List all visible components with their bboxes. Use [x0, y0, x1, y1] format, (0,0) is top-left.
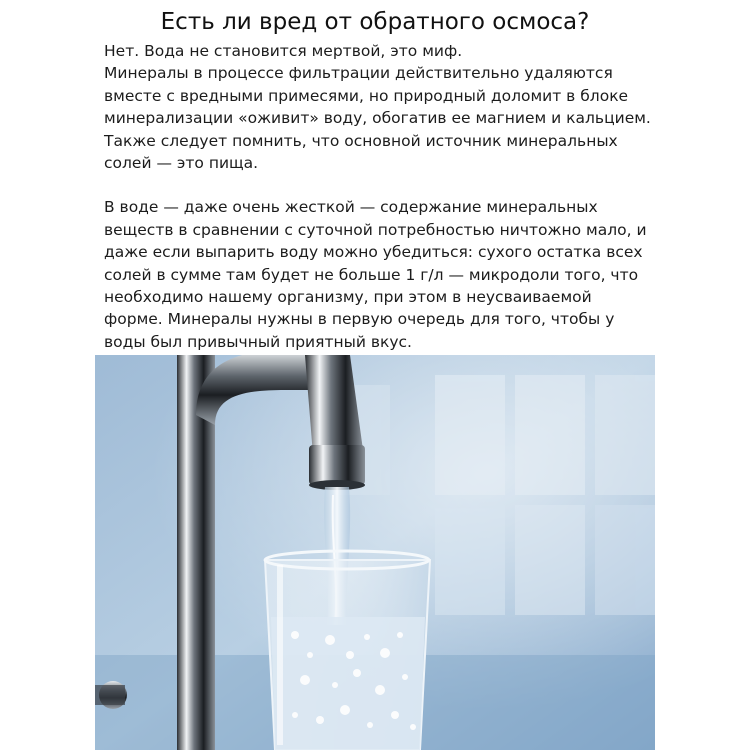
faucet-aerator: [309, 445, 365, 485]
article-body: [104, 40, 704, 353]
text-line: Также следует помнить, что основной источник минеральных: [104, 131, 618, 150]
paragraph-gap: [104, 174, 704, 196]
page-title: Есть ли вред от обратного осмоса?: [160, 9, 590, 35]
text-line: воды был привычный приятный вкус.: [104, 332, 412, 351]
faucet-water-glass-photo: [95, 355, 655, 750]
paragraph-1: [104, 40, 704, 174]
text-line: солей в сумме там будет не больше 1 г/л — микродоли того, что: [104, 265, 639, 284]
text-line: В воде — даже очень жесткой — содержание минеральных: [104, 198, 598, 217]
text-line: солей — это пища.: [104, 154, 259, 173]
text-line: Нет. Вода не становится мертвой, это миф.: [104, 42, 463, 60]
text-line: необходимо нашему организму, при этом в неусваиваемой: [104, 288, 592, 307]
text-line: вместе с вредными примесями, но природный доломит в блоке: [104, 86, 629, 105]
tap-handle-base: [95, 685, 125, 705]
photo-illustration: [95, 355, 655, 750]
text-line: форме. Минералы нужны в первую очередь для того, чтобы у: [104, 310, 615, 329]
text-line: Минералы в процессе фильтрации действительно удаляются: [104, 64, 613, 83]
text-line: веществ в сравнении с суточной потребностью ничтожно мало, и: [104, 220, 647, 239]
paragraph-2: [104, 196, 704, 353]
text-line: минерализации «оживит» воду, обогатив ее магнием и кальцием.: [104, 109, 651, 128]
glass-reflection: [277, 565, 283, 745]
text-line: даже если выпарить воду можно убедиться: сухого остатка всех: [104, 243, 643, 262]
